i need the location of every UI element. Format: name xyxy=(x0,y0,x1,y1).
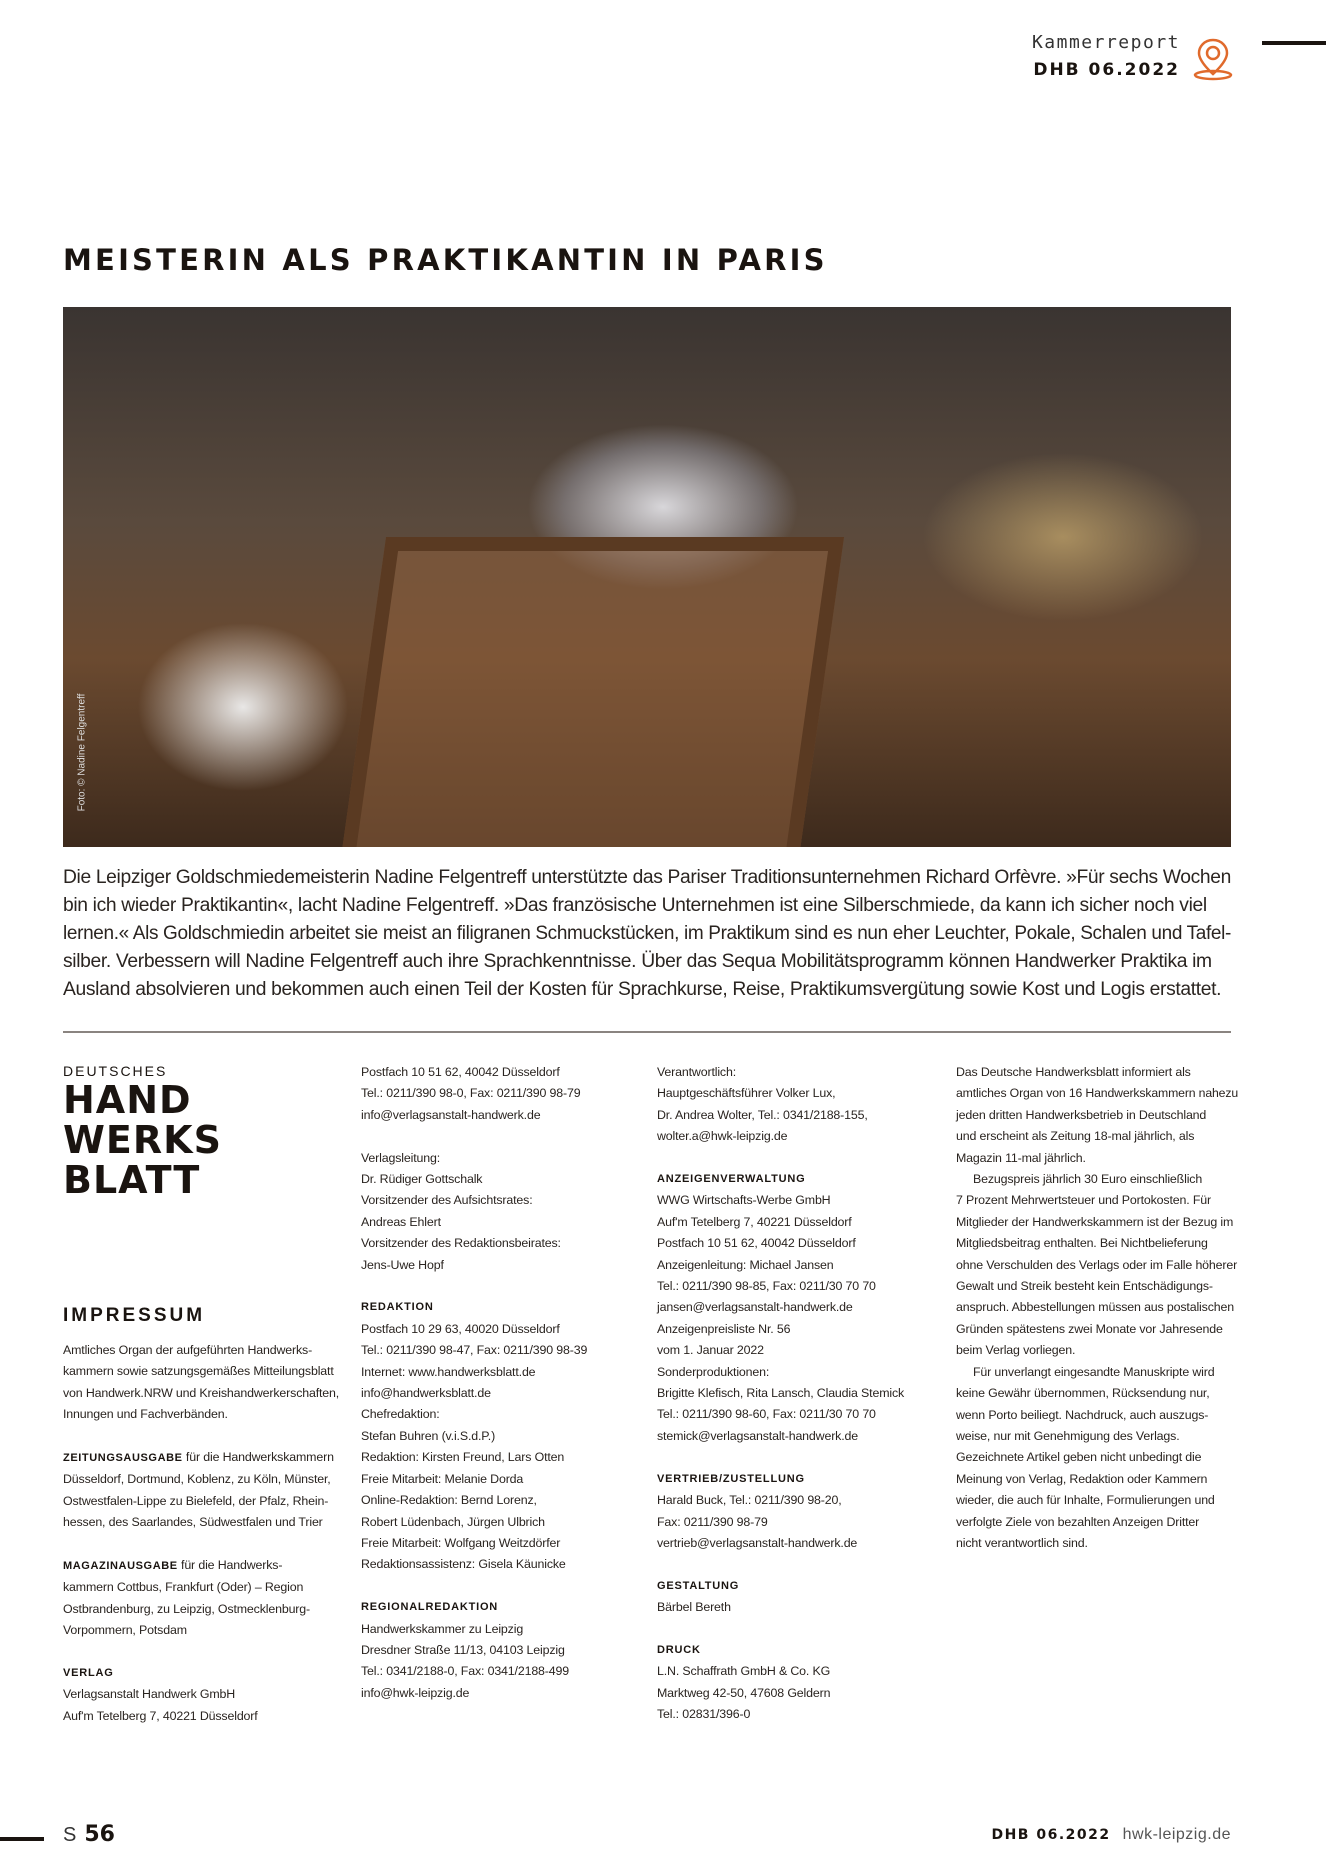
impressum-line: Verlagsleitung: xyxy=(361,1150,441,1165)
impressum-block xyxy=(361,1297,643,1575)
photo-credit: Foto: © Nadine Felgentreff xyxy=(76,693,88,812)
impressum-line[interactable]: vertrieb@verlagsanstalt-handwerk.de xyxy=(657,1535,858,1550)
impressum-line: Bärbel Bereth xyxy=(657,1600,731,1615)
logo-small-text: DEUTSCHES xyxy=(63,1063,168,1079)
impressum-line: Tel.: 0341/2188-0, Fax: 0341/2188-499 xyxy=(361,1664,570,1679)
impressum-block xyxy=(63,1447,345,1534)
impressum-line: ohne Verschulden des Verlags oder im Falle höherer xyxy=(956,1257,1238,1272)
impressum-line: Tel.: 02831/396-0 xyxy=(657,1707,751,1722)
impressum-line: kammern Cottbus, Frankfurt (Oder) – Region xyxy=(63,1580,304,1595)
impressum-line: 7 Prozent Mehrwertsteuer und Portokosten. Für xyxy=(956,1193,1211,1208)
impressum-line[interactable]: Internet: www.handwerksblatt.de xyxy=(361,1364,536,1379)
impressum-block-heading: REGIONALREDAKTION xyxy=(361,1601,499,1614)
impressum-block xyxy=(63,1555,345,1642)
impressum-line[interactable]: wolter.a@hwk-leipzig.de xyxy=(657,1129,788,1144)
impressum-line: Verlagsanstalt Handwerk GmbH xyxy=(63,1687,236,1702)
impressum-line: Andreas Ehlert xyxy=(361,1214,441,1229)
impressum-column-1 xyxy=(63,1340,345,1749)
impressum-block xyxy=(657,1576,939,1619)
impressum-line: L.N. Schaffrath GmbH & Co. KG xyxy=(657,1664,831,1679)
impressum-block xyxy=(361,1062,643,1126)
impressum-line[interactable]: info@verlagsanstalt-handwerk.de xyxy=(361,1107,541,1122)
impressum-block xyxy=(657,1640,939,1726)
photo-tray-shape xyxy=(340,537,844,847)
impressum-line: hessen, des Saarlandes, Südwestfalen und Trier xyxy=(63,1515,323,1530)
impressum-line: Mitgliedsbeitrag enthalten. Bei Nichtbelieferung xyxy=(956,1236,1208,1251)
impressum-line: Gründen spätestens zwei Monate vor Jahresende xyxy=(956,1321,1223,1336)
impressum-line: Postfach 10 51 62, 40042 Düsseldorf xyxy=(361,1065,560,1079)
impressum-block xyxy=(956,1362,1238,1555)
impressum-lead: ZEITUNGSAUSGABE xyxy=(63,1452,183,1465)
impressum-line: Vorsitzender des Redaktionsbeirates: xyxy=(361,1236,561,1251)
impressum-line: Postfach 10 51 62, 40042 Düsseldorf xyxy=(657,1236,856,1251)
impressum-line: wieder, die auch für Inhalte, Formulierungen und xyxy=(956,1493,1215,1508)
impressum-line xyxy=(63,1447,334,1469)
impressum-block xyxy=(63,1663,345,1727)
impressum-line[interactable]: jansen@verlagsanstalt-handwerk.de xyxy=(657,1300,853,1315)
impressum-line: Vorsitzender des Aufsichtsrates: xyxy=(361,1193,533,1208)
impressum-column-2 xyxy=(361,1062,643,1726)
impressum-line: Bezugspreis jährlich 30 Euro einschließlich xyxy=(973,1172,1203,1187)
impressum-line: Auf'm Tetelberg 7, 40221 Düsseldorf xyxy=(657,1214,852,1229)
impressum-line: Tel.: 0211/390 98-60, Fax: 0211/30 70 70 xyxy=(657,1407,876,1422)
impressum-line: Vorpommern, Potsdam xyxy=(63,1623,187,1638)
impressum-line[interactable]: info@handwerksblatt.de xyxy=(361,1386,491,1401)
impressum-line: Freie Mitarbeit: Melanie Dorda xyxy=(361,1471,524,1486)
article-caption xyxy=(63,864,1231,1004)
impressum-line: Brigitte Klefisch, Rita Lansch, Claudia Stemick xyxy=(657,1386,905,1401)
logo-line: HAND xyxy=(63,1078,192,1122)
impressum-line: Jens-Uwe Hopf xyxy=(361,1257,444,1272)
impressum-block xyxy=(956,1169,1238,1362)
impressum-line: Ostbrandenburg, zu Leipzig, Ostmecklenburg- xyxy=(63,1601,311,1616)
impressum-line: Fax: 0211/390 98-79 xyxy=(657,1514,768,1529)
impressum-line-text: für die Handwerks- xyxy=(177,1558,283,1573)
impressum-line: Redaktionsassistenz: Gisela Käunicke xyxy=(361,1557,566,1572)
impressum-line: Magazin 11-mal jährlich. xyxy=(956,1150,1086,1165)
impressum-line: beim Verlag vorliegen. xyxy=(956,1343,1076,1358)
impressum-block-heading: REDAKTION xyxy=(361,1301,434,1314)
logo-line: BLATT xyxy=(63,1158,201,1202)
impressum-line: anspruch. Abbestellungen müssen aus postalischen xyxy=(956,1300,1234,1315)
impressum-line: Stefan Buhren (v.i.S.d.P.) xyxy=(361,1428,496,1443)
caption-line: Ausland absolvieren und bekommen auch einen Teil der Kosten für Sprachkurse, Reise, Praktikumsvergütung sowie Kost und Logis erstattet. xyxy=(63,979,1222,1000)
impressum-line[interactable]: stemick@verlagsanstalt-handwerk.de xyxy=(657,1428,858,1443)
impressum-block-heading: GESTALTUNG xyxy=(657,1579,740,1592)
impressum-block xyxy=(657,1169,939,1447)
caption-line: bin ich wieder Praktikantin«, lacht Nadine Felgentreff. »Das französische Unternehmen ist eine Silberschmiede, da kann ich sicher noch viel xyxy=(63,895,1207,916)
page-indicator xyxy=(63,1822,115,1847)
impressum-line: Hauptgeschäftsführer Volker Lux, xyxy=(657,1086,836,1101)
impressum-line: Harald Buck, Tel.: 0211/390 98-20, xyxy=(657,1493,842,1508)
impressum-line: weise, nur mit Genehmigung des Verlags. xyxy=(956,1428,1180,1443)
impressum-line: keine Gewähr übernommen, Rücksendung nur, xyxy=(956,1386,1210,1401)
impressum-line: wenn Porto beiliegt. Nachdruck, auch auszugs- xyxy=(956,1407,1209,1422)
impressum-block xyxy=(657,1469,939,1555)
article-title: MEISTERIN ALS PRAKTIKANTIN IN PARIS xyxy=(63,243,828,277)
impressum-block xyxy=(956,1062,1238,1169)
impressum-line: Anzeigenpreisliste Nr. 56 xyxy=(657,1321,791,1336)
caption-line: lernen.« Als Goldschmiedin arbeitet sie meist an filigranen Schmuckstücken, im Praktikum sind es nun eher Leuchter, Pokale, Schalen und Tafel- xyxy=(63,923,1232,944)
impressum-line: nicht verantwortlich sind. xyxy=(956,1535,1088,1550)
impressum-line: Chefredaktion: xyxy=(361,1407,440,1422)
impressum-line: amtliches Organ von 16 Handwerkskammern nahezu xyxy=(956,1086,1239,1101)
impressum-lead: MAGAZINAUSGABE xyxy=(63,1560,178,1573)
section-divider xyxy=(63,1031,1231,1033)
page-prefix: S xyxy=(63,1824,77,1846)
impressum-line: Freie Mitarbeit: Wolfgang Weitzdörfer xyxy=(361,1535,561,1550)
footer-site[interactable]: hwk-leipzig.de xyxy=(1122,1826,1231,1843)
impressum-line-text: für die Handwerkskammern xyxy=(182,1450,334,1465)
impressum-line: Mitglieder der Handwerkskammern ist der Bezug im xyxy=(956,1214,1234,1229)
impressum-line: Ostwestfalen-Lippe zu Bielefeld, der Pfalz, Rhein- xyxy=(63,1493,329,1508)
impressum-line: Für unverlangt eingesandte Manuskripte wird xyxy=(973,1364,1215,1379)
impressum-line: Tel.: 0211/390 98-0, Fax: 0211/390 98-79 xyxy=(361,1086,581,1101)
impressum-line: Amtliches Organ der aufgeführten Handwerks- xyxy=(63,1343,313,1357)
impressum-line: Tel.: 0211/390 98-47, Fax: 0211/390 98-39 xyxy=(361,1343,588,1358)
caption-line: Die Leipziger Goldschmiedemeisterin Nadine Felgentreff unterstützte das Pariser Traditionsunternehmen Richard Orfèvre. »Für sechs Wochen xyxy=(63,867,1231,888)
impressum-line: Sonderproduktionen: xyxy=(657,1364,770,1379)
impressum-block xyxy=(63,1340,345,1426)
impressum-line: Dr. Rüdiger Gottschalk xyxy=(361,1172,483,1187)
impressum-line: verfolgte Ziele von bezahlten Anzeigen Dritter xyxy=(956,1514,1200,1529)
section-kicker: Kammerreport xyxy=(1031,32,1180,53)
impressum-heading: IMPRESSUM xyxy=(63,1305,206,1326)
impressum-column-4 xyxy=(956,1062,1238,1554)
footer-rule xyxy=(0,1837,44,1841)
logo-line: WERKS xyxy=(63,1118,222,1162)
impressum-line: Düsseldorf, Dortmund, Koblenz, zu Köln, Münster, xyxy=(63,1472,331,1487)
impressum-line: Dresdner Straße 11/13, 04103 Leipzig xyxy=(361,1642,565,1657)
impressum-block xyxy=(361,1148,643,1276)
impressum-block-heading: DRUCK xyxy=(657,1643,701,1656)
impressum-block-heading: VERTRIEB/ZUSTELLUNG xyxy=(657,1472,805,1485)
impressum-line: Tel.: 0211/390 98-85, Fax: 0211/30 70 70 xyxy=(657,1279,876,1294)
impressum-line: Innungen und Fachverbänden. xyxy=(63,1407,228,1422)
impressum-line: Postfach 10 29 63, 40020 Düsseldorf xyxy=(361,1321,560,1336)
impressum-line: Meinung von Verlag, Redaktion oder Kammern xyxy=(956,1471,1208,1486)
impressum-line: vom 1. Januar 2022 xyxy=(657,1343,764,1358)
impressum-line: jeden dritten Handwerksbetrieb in Deutschland xyxy=(956,1107,1207,1122)
impressum-block-heading: VERLAG xyxy=(63,1667,114,1680)
impressum-line: von Handwerk.NRW und Kreishandwerkerschaften, xyxy=(63,1385,340,1400)
impressum-line: Anzeigenleitung: Michael Jansen xyxy=(657,1257,834,1272)
issue-label: DHB 06.2022 xyxy=(1033,60,1180,80)
page-number: 56 xyxy=(84,1822,115,1847)
location-pin-icon xyxy=(1192,36,1234,82)
impressum-line xyxy=(63,1555,282,1577)
impressum-line: kammern sowie satzungsgemäßes Mitteilungsblatt xyxy=(63,1364,334,1379)
impressum-line: Gezeichnete Artikel geben nicht unbedingt die xyxy=(956,1450,1202,1465)
footer-issue: DHB 06.2022 xyxy=(991,1827,1111,1843)
impressum-line: Robert Lüdenbach, Jürgen Ulbrich xyxy=(361,1514,545,1529)
handwerksblatt-logo xyxy=(63,1062,222,1200)
impressum-block xyxy=(657,1062,939,1148)
impressum-line: Gewalt und Streik besteht kein Entschädigungs- xyxy=(956,1279,1213,1294)
impressum-line: Redaktion: Kirsten Freund, Lars Otten xyxy=(361,1450,565,1465)
impressum-line: Online-Redaktion: Bernd Lorenz, xyxy=(361,1493,537,1508)
impressum-line: WWG Wirtschafts-Werbe GmbH xyxy=(657,1193,831,1208)
impressum-line: Verantwortlich: xyxy=(657,1065,737,1079)
impressum-column-3 xyxy=(657,1062,939,1747)
header-rule xyxy=(1262,41,1326,45)
impressum-line: Das Deutsche Handwerksblatt informiert als xyxy=(956,1065,1191,1079)
impressum-line: Auf'm Tetelberg 7, 40221 Düsseldorf xyxy=(63,1708,258,1723)
impressum-line: Dr. Andrea Wolter, Tel.: 0341/2188-155, xyxy=(657,1107,868,1122)
impressum-line: Marktweg 42-50, 47608 Geldern xyxy=(657,1685,831,1700)
impressum-block xyxy=(361,1597,643,1704)
article-photo xyxy=(63,307,1231,847)
caption-line: silber. Verbessern will Nadine Felgentreff auch ihre Sprachkenntnisse. Über das Sequa Mobilitätsprogramm können Handwerker Praktika im xyxy=(63,951,1212,972)
impressum-line: und erscheint als Zeitung 18-mal jährlich, als xyxy=(956,1129,1195,1144)
impressum-block-heading: ANZEIGENVERWALTUNG xyxy=(657,1173,806,1186)
impressum-line: Handwerkskammer zu Leipzig xyxy=(361,1621,524,1636)
footer-right xyxy=(991,1826,1231,1844)
impressum-line[interactable]: info@hwk-leipzig.de xyxy=(361,1685,470,1700)
